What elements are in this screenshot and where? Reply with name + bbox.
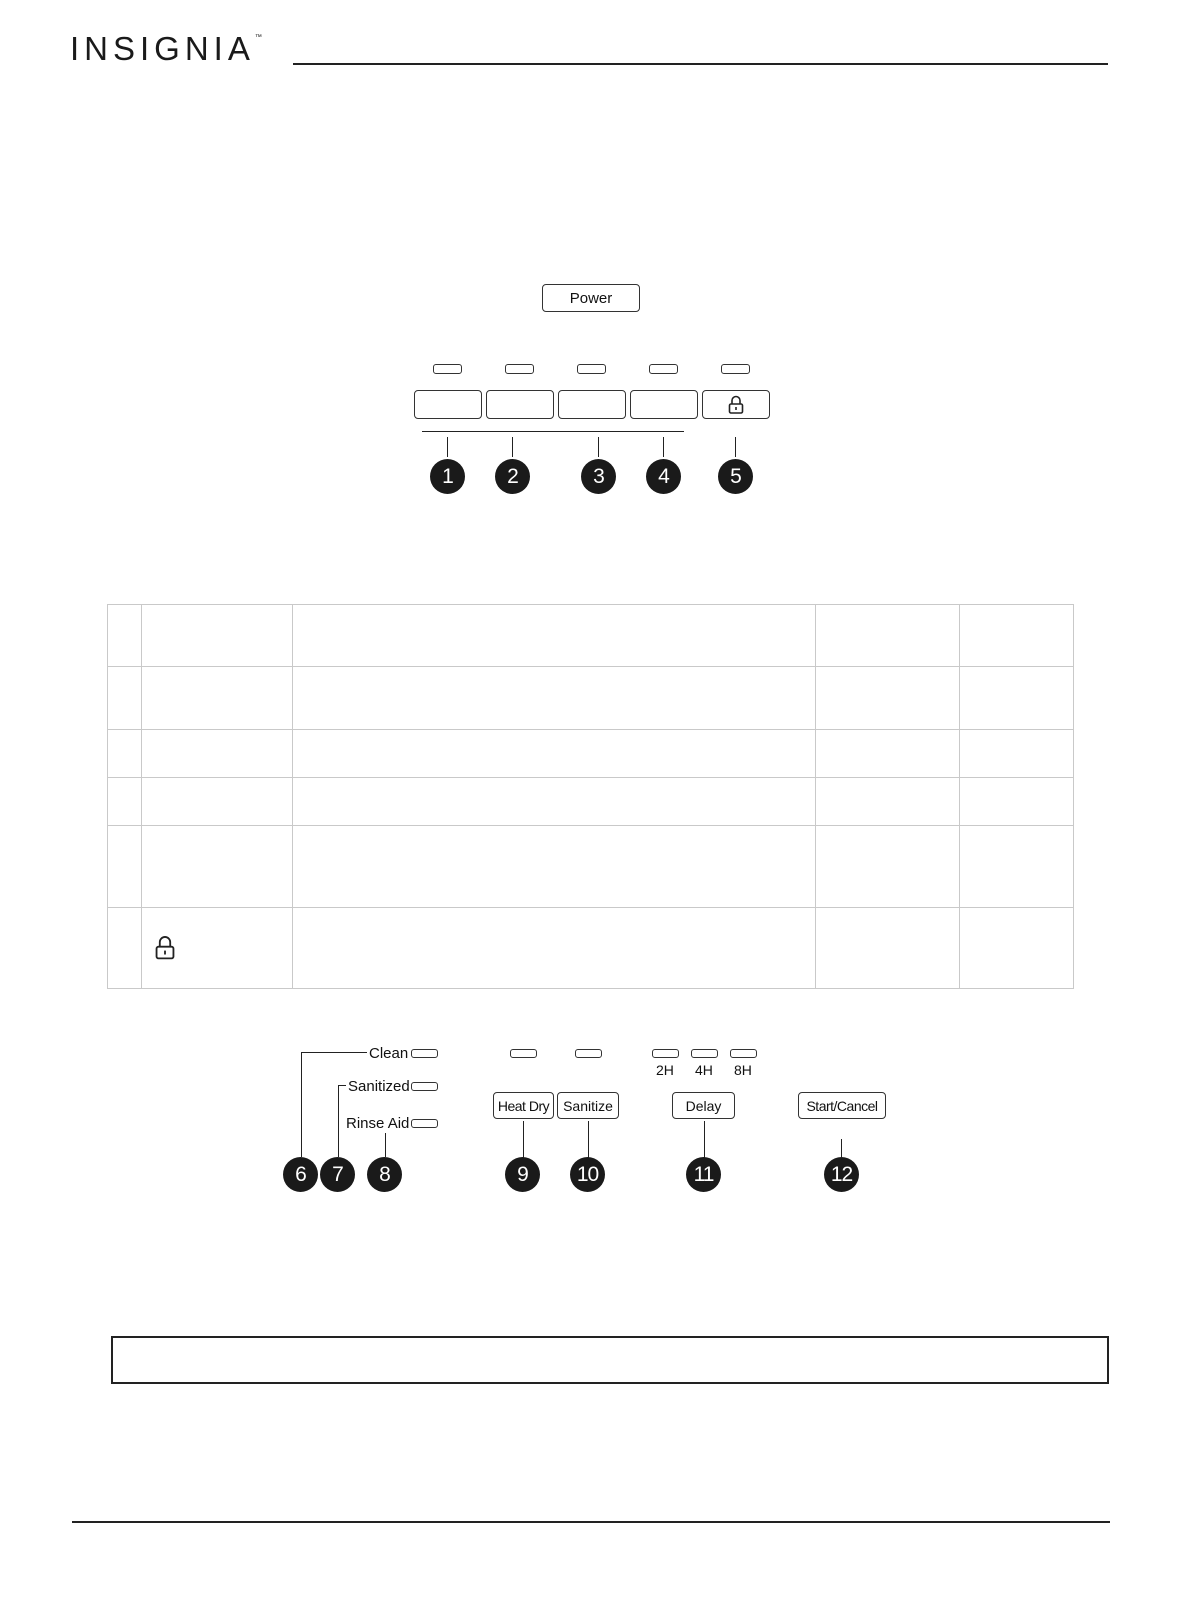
power-button[interactable]: [542, 284, 640, 312]
table-cell-name: [141, 826, 292, 908]
sanitize-button[interactable]: [557, 1092, 619, 1119]
rinse-aid-indicator: [411, 1119, 438, 1128]
callout-7: [320, 1157, 355, 1192]
lock-button[interactable]: [702, 390, 770, 419]
callout-4: [646, 459, 681, 494]
brand-logo: [70, 30, 262, 68]
table-cell-number: [108, 730, 142, 778]
heat-dry-indicator: [510, 1049, 537, 1058]
delay-4h-label: 4H: [695, 1062, 713, 1078]
table-cell-col4: [816, 908, 960, 989]
callout-4-number: 4: [658, 464, 669, 488]
callout-2-number: 2: [507, 464, 518, 488]
table-cell-number: [108, 605, 142, 667]
table-cell-col4: [816, 826, 960, 908]
callout-12-leader: [841, 1139, 842, 1157]
program-1-indicator: [433, 364, 462, 374]
table-cell-number: [108, 908, 142, 989]
program-2-indicator: [505, 364, 534, 374]
table-cell-description: [292, 667, 815, 730]
callout-3-number: 3: [593, 464, 604, 488]
table-cell-name: [141, 667, 292, 730]
callout-6-number: 6: [295, 1162, 306, 1186]
table-cell-col5: [960, 826, 1074, 908]
table-cell-name: [141, 730, 292, 778]
callout-1-number: 1: [442, 464, 453, 488]
delay-label: Delay: [685, 1097, 722, 1114]
heat-dry-button[interactable]: [493, 1092, 554, 1119]
table-row: [108, 605, 1074, 667]
table-cell-col5: [960, 730, 1074, 778]
program-button-2[interactable]: [486, 390, 554, 419]
table-cell-description: [292, 730, 815, 778]
table-cell-col5: [960, 908, 1074, 989]
table-cell-description: [292, 908, 815, 989]
program-button-4[interactable]: [630, 390, 698, 419]
callout-7-leader-v: [338, 1085, 339, 1157]
table-cell-description: [292, 778, 815, 826]
callout-10-leader: [588, 1121, 589, 1158]
start-cancel-label: Start/Cancel: [806, 1097, 878, 1114]
callout-4-leader: [663, 437, 664, 457]
lock-indicator: [721, 364, 750, 374]
callout-5: [718, 459, 753, 494]
table-cell-col5: [960, 605, 1074, 667]
table-row: [108, 667, 1074, 730]
start-cancel-button[interactable]: [798, 1092, 886, 1119]
controls-table: [107, 604, 1074, 989]
table-cell-name: [141, 778, 292, 826]
notice-box: [111, 1336, 1109, 1384]
callout-12: [824, 1157, 859, 1192]
program-button-1[interactable]: [414, 390, 482, 419]
clean-indicator: [411, 1049, 438, 1058]
callout-3: [581, 459, 616, 494]
callout-6-leader-v: [301, 1052, 302, 1157]
lock-icon: [152, 935, 178, 961]
program-bracket-line: [422, 431, 684, 432]
table-cell-col4: [816, 667, 960, 730]
callout-6: [283, 1157, 318, 1192]
table-row: [108, 826, 1074, 908]
callout-11: [686, 1157, 721, 1192]
callout-1: [430, 459, 465, 494]
lock-icon: [726, 395, 746, 415]
callout-10: [570, 1157, 605, 1192]
callout-6-leader-h: [301, 1052, 367, 1053]
table-cell-name: [141, 908, 292, 989]
heat-dry-label: Heat Dry: [497, 1097, 550, 1114]
table-row: [108, 778, 1074, 826]
callout-11-number: 11: [693, 1162, 714, 1186]
footer-rule: [72, 1521, 1110, 1523]
power-button-label: Power: [569, 289, 613, 307]
sanitized-indicator: [411, 1082, 438, 1091]
delay-8h-label: 8H: [734, 1062, 752, 1078]
callout-7-leader-h: [338, 1085, 346, 1086]
rinse-aid-label: Rinse Aid: [346, 1115, 410, 1132]
callout-8-leader: [385, 1133, 386, 1157]
table-cell-number: [108, 667, 142, 730]
table-cell-col4: [816, 605, 960, 667]
table-cell-description: [292, 826, 815, 908]
table-cell-description: [292, 605, 815, 667]
callout-8-number: 8: [379, 1162, 390, 1186]
callout-8: [367, 1157, 402, 1192]
delay-8h-indicator: [730, 1049, 757, 1058]
callout-12-number: 12: [830, 1162, 853, 1186]
delay-2h-indicator: [652, 1049, 679, 1058]
header-rule: [293, 63, 1108, 65]
delay-4h-indicator: [691, 1049, 718, 1058]
table-row: [108, 908, 1074, 989]
table-cell-col4: [816, 778, 960, 826]
table-cell-col5: [960, 778, 1074, 826]
callout-11-leader: [704, 1121, 705, 1158]
program-3-indicator: [577, 364, 606, 374]
program-4-indicator: [649, 364, 678, 374]
table-cell-number: [108, 826, 142, 908]
callout-9: [505, 1157, 540, 1192]
brand-name: INSIGNIA: [70, 30, 255, 67]
callout-5-leader: [735, 437, 736, 457]
callout-2: [495, 459, 530, 494]
sanitize-label: Sanitize: [563, 1097, 613, 1114]
clean-label: Clean: [369, 1045, 409, 1062]
sanitized-label: Sanitized: [348, 1078, 410, 1095]
callout-5-number: 5: [730, 464, 741, 488]
trademark-mark: ™: [254, 34, 262, 41]
delay-2h-label: 2H: [656, 1062, 674, 1078]
program-button-3[interactable]: [558, 390, 626, 419]
callout-1-leader: [447, 437, 448, 457]
callout-9-leader: [523, 1121, 524, 1158]
callout-9-number: 9: [517, 1162, 528, 1186]
table-cell-name: [141, 605, 292, 667]
delay-button[interactable]: [672, 1092, 735, 1119]
table-cell-col5: [960, 667, 1074, 730]
table-cell-number: [108, 778, 142, 826]
table-row: [108, 730, 1074, 778]
table-cell-col4: [816, 730, 960, 778]
callout-2-leader: [512, 437, 513, 457]
callout-7-number: 7: [332, 1162, 343, 1186]
callout-10-number: 10: [576, 1162, 599, 1186]
sanitize-indicator: [575, 1049, 602, 1058]
callout-3-leader: [598, 437, 599, 457]
